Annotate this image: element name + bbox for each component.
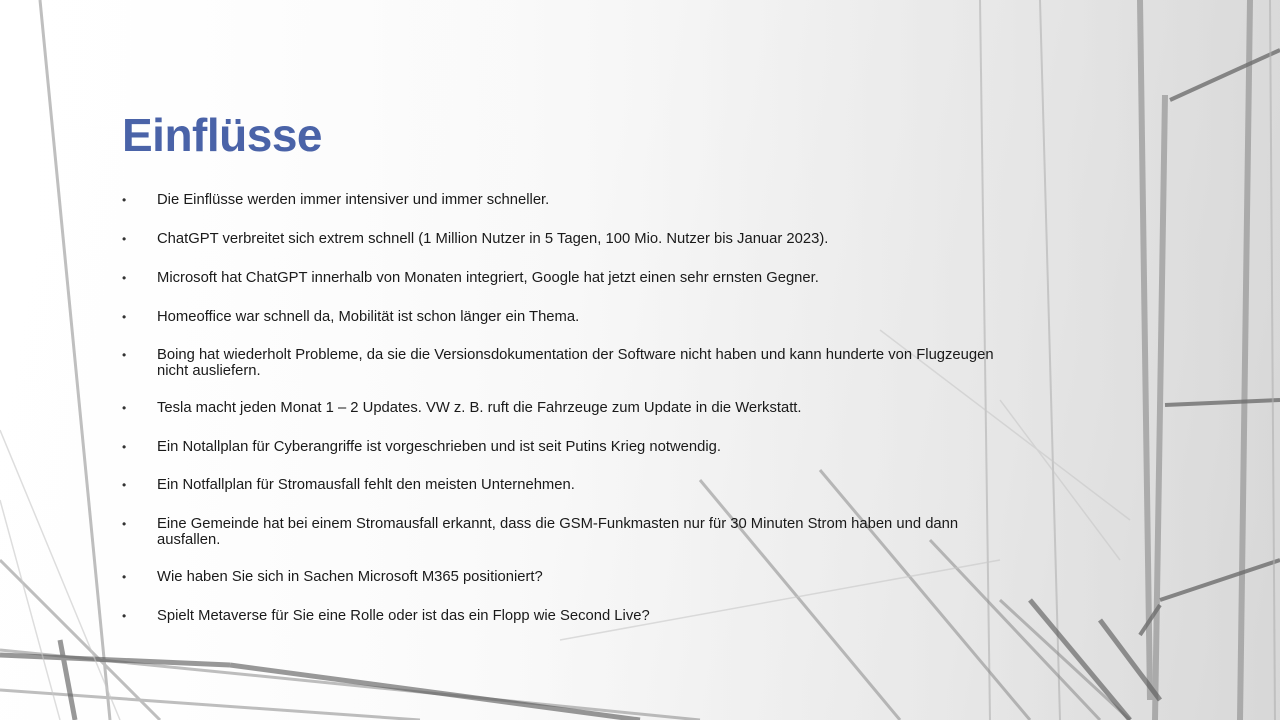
- bullet-dot: •: [122, 478, 127, 492]
- bullet-text: Ein Notfallplan für Stromausfall fehlt den meisten Unternehmen.: [157, 477, 575, 493]
- bullet-text: Homeoffice war schnell da, Mobilität ist schon länger ein Thema.: [157, 309, 580, 325]
- bullet-dot: •: [122, 232, 127, 246]
- bullet-dot: •: [122, 271, 127, 285]
- bullet-text: Microsoft hat ChatGPT innerhalb von Monaten integriert, Google hat jetzt einen sehr ernsten Gegner.: [157, 270, 819, 286]
- bullet-text: ChatGPT verbreitet sich extrem schnell (1 Million Nutzer in 5 Tagen, 100 Mio. Nutzer bis Januar 2023).: [157, 231, 829, 247]
- bullet-text: Boing hat wiederholt Probleme, da sie die Versionsdokumentation der Software nicht haben und kann hunderte von Flugzeugen nicht ausliefern.: [157, 347, 994, 379]
- bullet-dot: •: [122, 193, 127, 207]
- bullet-item: [120, 232, 828, 248]
- bullet-dot: •: [122, 348, 127, 362]
- bullet-item: [120, 517, 1017, 548]
- bullet-text: Die Einflüsse werden immer intensiver und immer schneller.: [157, 192, 550, 208]
- bullet-text: Wie haben Sie sich in Sachen Microsoft M365 positioniert?: [157, 569, 543, 585]
- bullet-dot: •: [122, 517, 127, 531]
- bullet-text: Eine Gemeinde hat bei einem Stromausfall erkannt, dass die GSM-Funkmasten nur für 30 Minuten Strom haben und dann ausfallen.: [157, 516, 959, 548]
- bullet-item: [120, 401, 802, 417]
- bullet-dot: •: [122, 440, 127, 454]
- bullet-item: [120, 478, 575, 494]
- bullet-text: Tesla macht jeden Monat 1 – 2 Updates. VW z. B. ruft die Fahrzeuge zum Update in die Werkstatt.: [157, 400, 802, 416]
- bullet-item: [120, 271, 819, 287]
- bullet-item: [120, 570, 543, 586]
- slide-title: Einflüsse: [122, 109, 323, 161]
- bullet-item: [120, 609, 650, 625]
- bullet-item: [120, 193, 549, 209]
- bullet-dot: •: [122, 310, 127, 324]
- bullet-dot: •: [122, 609, 127, 623]
- bullet-dot: •: [122, 570, 127, 584]
- bullet-text: Ein Notallplan für Cyberangriffe ist vorgeschrieben und ist seit Putins Krieg notwendig.: [157, 439, 721, 455]
- bullet-item: [120, 348, 1017, 379]
- bullet-text: Spielt Metaverse für Sie eine Rolle oder ist das ein Flopp wie Second Live?: [157, 608, 650, 624]
- bullet-dot: •: [122, 401, 127, 415]
- bullet-item: [120, 440, 721, 456]
- bullet-item: [120, 310, 579, 326]
